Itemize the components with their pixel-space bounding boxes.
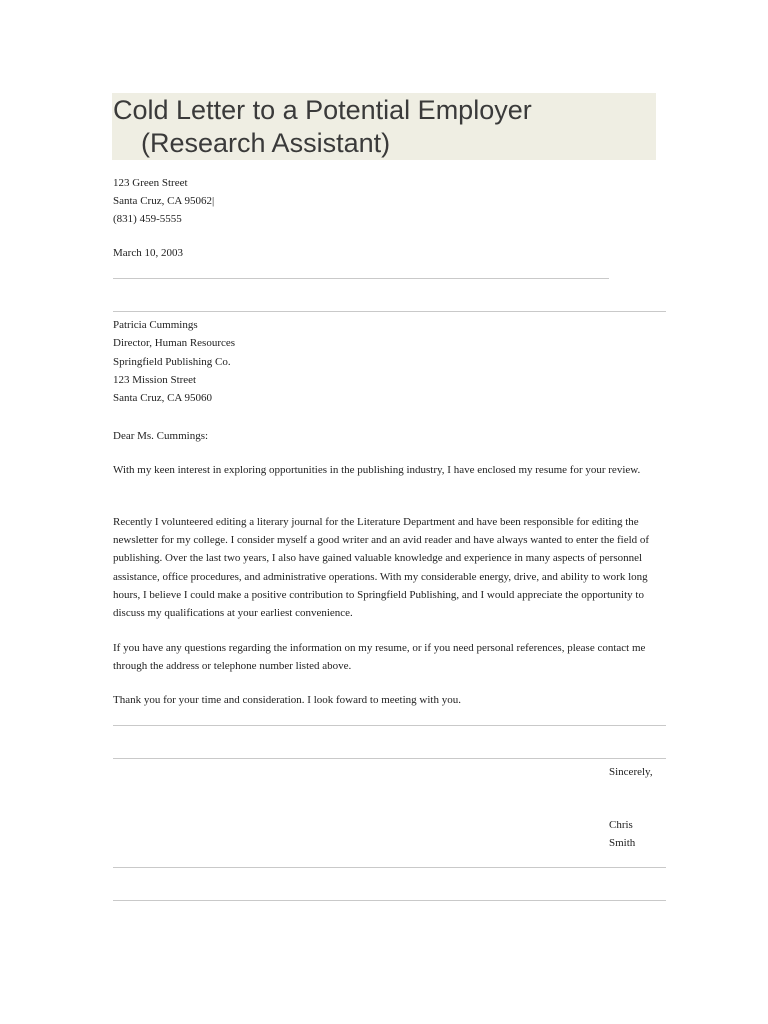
body-paragraph: If you have any questions regarding the information on my resume, or if you need personal references, please contact me through the address or telephone number listed above.	[113, 642, 646, 673]
recipient-company: Springfield Publishing Co.	[113, 356, 231, 368]
recipient-title: Director, Human Resources	[113, 337, 236, 349]
divider	[113, 758, 666, 759]
divider	[113, 311, 666, 312]
valediction: Sincerely,	[609, 766, 653, 778]
recipient-city: Santa Cruz, CA 95060	[113, 392, 212, 404]
signature-last-name: Smith	[609, 837, 636, 849]
salutation: Dear Ms. Cummings:	[113, 430, 209, 442]
page-title: Cold Letter to a Potential Employer	[113, 95, 532, 125]
body-paragraph: With my keen interest in exploring opportunities in the publishing industry, I have enclosed my resume for your review.	[113, 464, 641, 476]
letter-date: March 10, 2003	[113, 247, 183, 259]
sender-city: Santa Cruz, CA 95062|	[113, 195, 215, 207]
recipient-street: 123 Mission Street	[113, 374, 197, 386]
body-paragraph: Thank you for your time and consideration. I look foward to meeting with you.	[113, 694, 461, 706]
sender-phone: (831) 459-5555	[113, 213, 182, 225]
divider	[113, 725, 666, 726]
sender-street: 123 Green Street	[113, 177, 188, 189]
page-subtitle: (Research Assistant)	[141, 128, 391, 158]
recipient-name: Patricia Cummings	[113, 319, 198, 331]
divider	[113, 278, 609, 279]
divider	[113, 900, 666, 901]
divider	[113, 867, 666, 868]
signature-first-name: Chris	[609, 819, 633, 831]
body-paragraph: Recently I volunteered editing a literary journal for the Literature Department and have been responsible for editing the newsletter for my college. I consider myself a good writer and an avid reader and have always wanted to enter the field of publishing. Over the last two years, I also have gained valuable knowledge and experience in many aspects of personnel assistance, office procedures, and administrative operations. With my considerable energy, drive, and ability to work long hours, I believe I could make a positive contribution to Springfield Publishing, and I would appreciate the opportunity to discuss my qualifications at your earliest convenience.	[113, 516, 650, 620]
